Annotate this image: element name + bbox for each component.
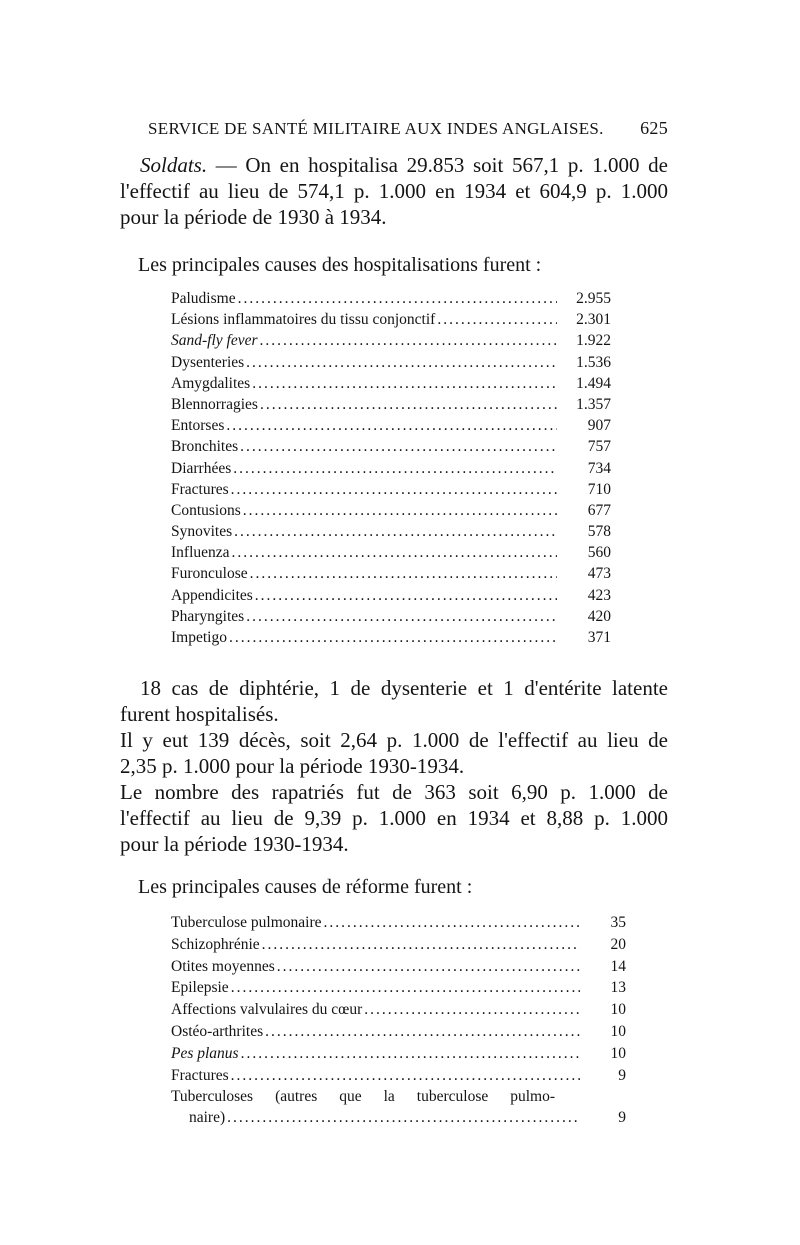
- reforme-value: 14: [610, 957, 626, 975]
- hosp-label: Amygdalites: [171, 374, 251, 392]
- mid-line6: l'effectif au lieu de 9,39 p. 1.000 en 1934 et 8,88 p. 1.000: [120, 806, 668, 830]
- leader-dots: [229, 627, 557, 648]
- hosp-row: [171, 627, 611, 648]
- reforme-table: [171, 912, 626, 1128]
- leader-dots: [255, 585, 557, 606]
- leader-dots: [240, 436, 557, 457]
- leader-dots: [233, 458, 557, 479]
- running-title: SERVICE DE SANTÉ MILITAIRE AUX INDES ANGLAISES.: [148, 119, 604, 138]
- hosp-label: Pharyngites: [171, 607, 245, 625]
- intro-line1: — On en hospitalisa 29.853 soit 567,1 p. 1.000 de: [207, 153, 668, 177]
- page-number: 625: [640, 118, 668, 138]
- hosp-row: [171, 606, 611, 627]
- leader-dots: [243, 500, 557, 521]
- running-header: [148, 118, 668, 139]
- hosp-row: [171, 436, 611, 457]
- hosp-value: 710: [587, 480, 611, 498]
- leader-dots: [231, 479, 557, 500]
- mid-line7: pour la période 1930-1934.: [120, 832, 349, 856]
- reforme-last-value: 9: [618, 1109, 626, 1127]
- reforme-row: [171, 1021, 626, 1043]
- reforme-last-line2: naire): [189, 1109, 226, 1127]
- hosp-value: 757: [587, 438, 611, 456]
- reforme-label: Epilepsie: [171, 979, 229, 997]
- reforme-row: [171, 934, 626, 956]
- hosp-value: 2.301: [576, 311, 611, 329]
- hosp-value: 677: [587, 501, 611, 519]
- hosp-row: [171, 500, 611, 521]
- reforme-value: 35: [610, 914, 626, 931]
- leader-dots: [246, 606, 557, 627]
- leader-dots: [232, 542, 557, 563]
- intro-line3: pour la période de 1930 à 1934.: [120, 205, 387, 229]
- reforme-value: 9: [618, 1066, 626, 1084]
- hosp-value: 1.357: [576, 395, 611, 413]
- intro-lead: Soldats.: [140, 153, 208, 177]
- hosp-row: [171, 288, 611, 309]
- hosp-row: [171, 309, 611, 330]
- hosp-row: [171, 352, 611, 373]
- hosp-row: [171, 394, 611, 415]
- mid-line1: 18 cas de diphtérie, 1 de dysenterie et 1 d'entérite latente: [140, 676, 668, 700]
- reforme-row: [171, 956, 626, 978]
- intro-paragraph: [120, 152, 668, 230]
- leader-dots: [262, 934, 580, 956]
- leader-dots: [231, 977, 580, 999]
- hosp-label: Paludisme: [171, 290, 236, 307]
- hosp-label: Entorses: [171, 417, 225, 435]
- middle-paragraph: [120, 675, 668, 857]
- hosp-row: [171, 521, 611, 542]
- leader-dots: [437, 309, 557, 330]
- leader-dots: [241, 1043, 580, 1065]
- reforme-label: Pes planus: [171, 1044, 239, 1062]
- hosp-label: Appendicites: [171, 586, 253, 604]
- hosp-row: [171, 415, 611, 436]
- leader-dots: [277, 956, 580, 978]
- hosp-value: 423: [587, 586, 611, 604]
- hosp-value: 1.494: [576, 374, 611, 392]
- hosp-row: [171, 585, 611, 606]
- reforme-row: [171, 999, 626, 1021]
- leader-dots: [324, 912, 580, 934]
- reforme-label: Schizophrénie: [171, 935, 260, 953]
- hosp-value: 907: [587, 417, 611, 435]
- intro-line2: l'effectif au lieu de 574,1 p. 1.000 en 1934 et 604,9 p. 1.000: [120, 179, 668, 203]
- hosp-value: 734: [587, 459, 611, 477]
- hosp-label: Furonculose: [171, 565, 248, 583]
- hosp-value: 2.955: [576, 290, 611, 307]
- leader-dots: [238, 288, 557, 309]
- leader-dots: [234, 521, 557, 542]
- hosp-value: 578: [587, 523, 611, 541]
- reforme-heading: Les principales causes de réforme furent :: [138, 876, 473, 898]
- hosp-row: [171, 373, 611, 394]
- reforme-label: Fractures: [171, 1066, 229, 1084]
- leader-dots: [227, 1107, 580, 1128]
- reforme-last-line1: Tuberculoses (autres que la tuberculose pulmo-: [171, 1088, 555, 1106]
- reforme-row: [171, 912, 626, 934]
- hosp-label: Sand-fly fever: [171, 332, 258, 350]
- hosp-value: 371: [587, 629, 611, 646]
- hosp-label: Impetigo: [171, 629, 227, 646]
- hosp-label: Bronchites: [171, 438, 239, 456]
- hosp-label: Fractures: [171, 480, 229, 498]
- reforme-label: Tuberculose pulmonaire: [171, 914, 322, 931]
- hosp-value: 420: [587, 607, 611, 625]
- reforme-value: 10: [610, 1001, 626, 1019]
- hospitalisation-table: [171, 288, 611, 648]
- hosp-value: 560: [587, 544, 611, 562]
- reforme-row: [171, 977, 626, 999]
- hosp-row: [171, 330, 611, 351]
- leader-dots: [260, 394, 557, 415]
- reforme-label: Affections valvulaires du cœur: [171, 1001, 363, 1019]
- mid-line5: Le nombre des rapatriés fut de 363 soit 6,90 p. 1.000 de: [120, 780, 668, 804]
- leader-dots: [364, 999, 580, 1021]
- hosp-label: Influenza: [171, 544, 230, 562]
- hosp-label: Contusions: [171, 501, 241, 519]
- reforme-label: Otites moyennes: [171, 957, 275, 975]
- reforme-value: 10: [610, 1022, 626, 1040]
- reforme-row: [171, 1065, 626, 1087]
- leader-dots: [226, 415, 557, 436]
- mid-line3: Il y eut 139 décès, soit 2,64 p. 1.000 de l'effectif au lieu de: [120, 728, 668, 752]
- reforme-value: 10: [610, 1044, 626, 1062]
- hosp-label: Diarrhées: [171, 459, 232, 477]
- leader-dots: [252, 373, 557, 394]
- leader-dots: [265, 1021, 580, 1043]
- leader-dots: [246, 352, 557, 373]
- hosp-row: [171, 563, 611, 584]
- leader-dots: [260, 330, 557, 351]
- mid-line4: 2,35 p. 1.000 pour la période 1930-1934.: [120, 754, 465, 778]
- leader-dots: [231, 1065, 580, 1087]
- reforme-row: [171, 1043, 626, 1065]
- hosp-label: Blennorragies: [171, 395, 258, 413]
- leader-dots: [250, 563, 557, 584]
- hosp-value: 1.536: [576, 353, 611, 371]
- hosp-value: 473: [587, 565, 611, 583]
- hosp-label: Dysenteries: [171, 353, 245, 371]
- reforme-value: 13: [610, 979, 626, 997]
- mid-line2: furent hospitalisés.: [120, 702, 279, 726]
- hosp-row: [171, 542, 611, 563]
- reforme-last-row: [171, 1086, 626, 1128]
- hosp-value: 1.922: [576, 332, 611, 350]
- hospitalisation-heading: Les principales causes des hospitalisations furent :: [138, 254, 542, 276]
- reforme-label: Ostéo-arthrites: [171, 1022, 264, 1040]
- reforme-value: 20: [610, 935, 626, 953]
- hosp-label: Lésions inflammatoires du tissu conjonctif: [171, 311, 436, 329]
- hosp-row: [171, 458, 611, 479]
- hosp-label: Synovites: [171, 523, 233, 541]
- hosp-row: [171, 479, 611, 500]
